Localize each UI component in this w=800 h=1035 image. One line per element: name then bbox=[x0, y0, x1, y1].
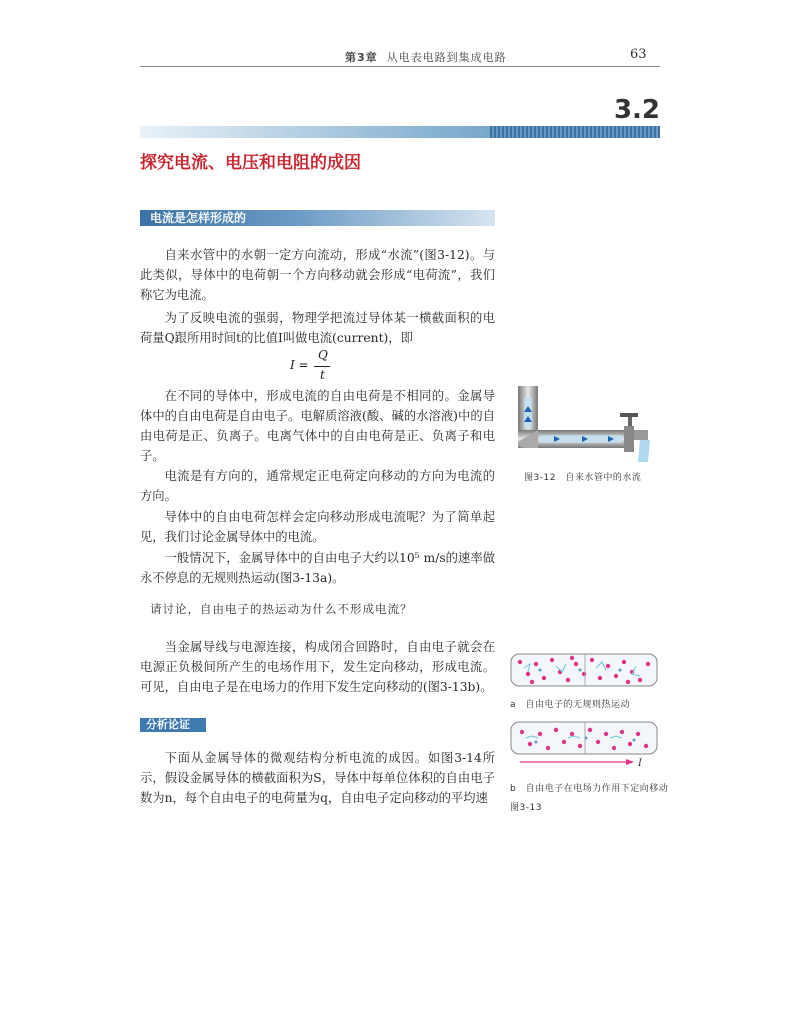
paragraph: 自来水管中的水朝一定方向流动，形成“水流”(图3-12)。与此类似，导体中的电荷朝一个方向移动就会形成“电荷流”，我们称它为电流。 bbox=[140, 248, 495, 302]
figure-3-13b-directed-motion bbox=[510, 720, 660, 772]
subsection-heading-bar bbox=[140, 210, 495, 226]
fraction-bar bbox=[314, 366, 330, 367]
section-number: 3.2 bbox=[613, 95, 660, 125]
page-number: 63 bbox=[630, 47, 647, 62]
paragraph: 在不同的导体中，形成电流的自由电荷是不相同的。金属导体中的自由电荷是自由电子。电解质溶液(酸、碱的水溶液)中的自由电荷是正、负离子。电离气体中的自由电荷是正、负离子和电子。 bbox=[140, 389, 495, 463]
subsection-heading: 分析论证 bbox=[146, 718, 190, 731]
current-label: I bbox=[638, 758, 642, 769]
title-decor-bar bbox=[140, 126, 660, 138]
figure-3-13a-caption: a 自由电子的无规则热运动 bbox=[510, 700, 631, 710]
paragraph: 导体中的自由电荷怎样会定向移动形成电流呢？为了简单起见，我们讨论金属导体中的电流。 bbox=[140, 510, 495, 544]
paragraph: 电流是有方向的，通常规定正电荷定向移动的方向为电流的方向。 bbox=[140, 469, 495, 503]
figure-3-12-caption: 图3-12 自来水管中的水流 bbox=[524, 473, 642, 483]
figure-3-13a-random-motion bbox=[510, 652, 660, 688]
formula-denominator: t bbox=[320, 368, 325, 382]
discussion-question: 请讨论，自由电子的热运动为什么不形成电流？ bbox=[150, 602, 413, 616]
paragraph: 一般情况下，金属导体中的自由电子大约以10⁵ m/s的速率做永不停息的无规则热运动(图3-13a)。 bbox=[140, 551, 495, 585]
chapter-title: 从电表电路到集成电路 bbox=[386, 51, 507, 64]
figure-3-13b-caption: b 自由电子在电场力作用下定向移动 bbox=[510, 784, 669, 794]
current-formula bbox=[290, 348, 370, 384]
subsection-heading: 电流是怎样形成的 bbox=[150, 211, 247, 225]
running-header bbox=[345, 49, 507, 65]
formula-numerator: Q bbox=[318, 348, 328, 362]
section-title: 探究电流、电压和电阻的成因 bbox=[140, 153, 361, 173]
paragraph: 为了反映电流的强弱，物理学把流过导体某一横截面积的电荷量Q跟所用时间t的比值I叫做电流(current)，即 bbox=[140, 311, 495, 345]
chapter-label: 第3章 bbox=[345, 51, 378, 64]
figure-3-13-caption: 图3-13 bbox=[510, 803, 542, 813]
figure-3-12-water-pipe bbox=[510, 380, 660, 462]
paragraph: 当金属导线与电源连接，构成闭合回路时，自由电子就会在电源正负极间所产生的电场作用下，发生定向移动，形成电流。可见，自由电子是在电场力的作用下发生定向移动的(图3-13b)。 bbox=[140, 640, 495, 694]
subsection-heading-bar bbox=[140, 718, 206, 732]
formula-lhs: I = bbox=[290, 358, 309, 372]
paragraph: 下面从金属导体的微观结构分析电流的成因。如图3-14所示，假设金属导体的横截面积为S，导体中每单位体积的自由电子数为n，每个自由电子的电荷量为q，自由电子定向移动的平均速 bbox=[140, 751, 495, 805]
header-rule bbox=[140, 66, 660, 67]
